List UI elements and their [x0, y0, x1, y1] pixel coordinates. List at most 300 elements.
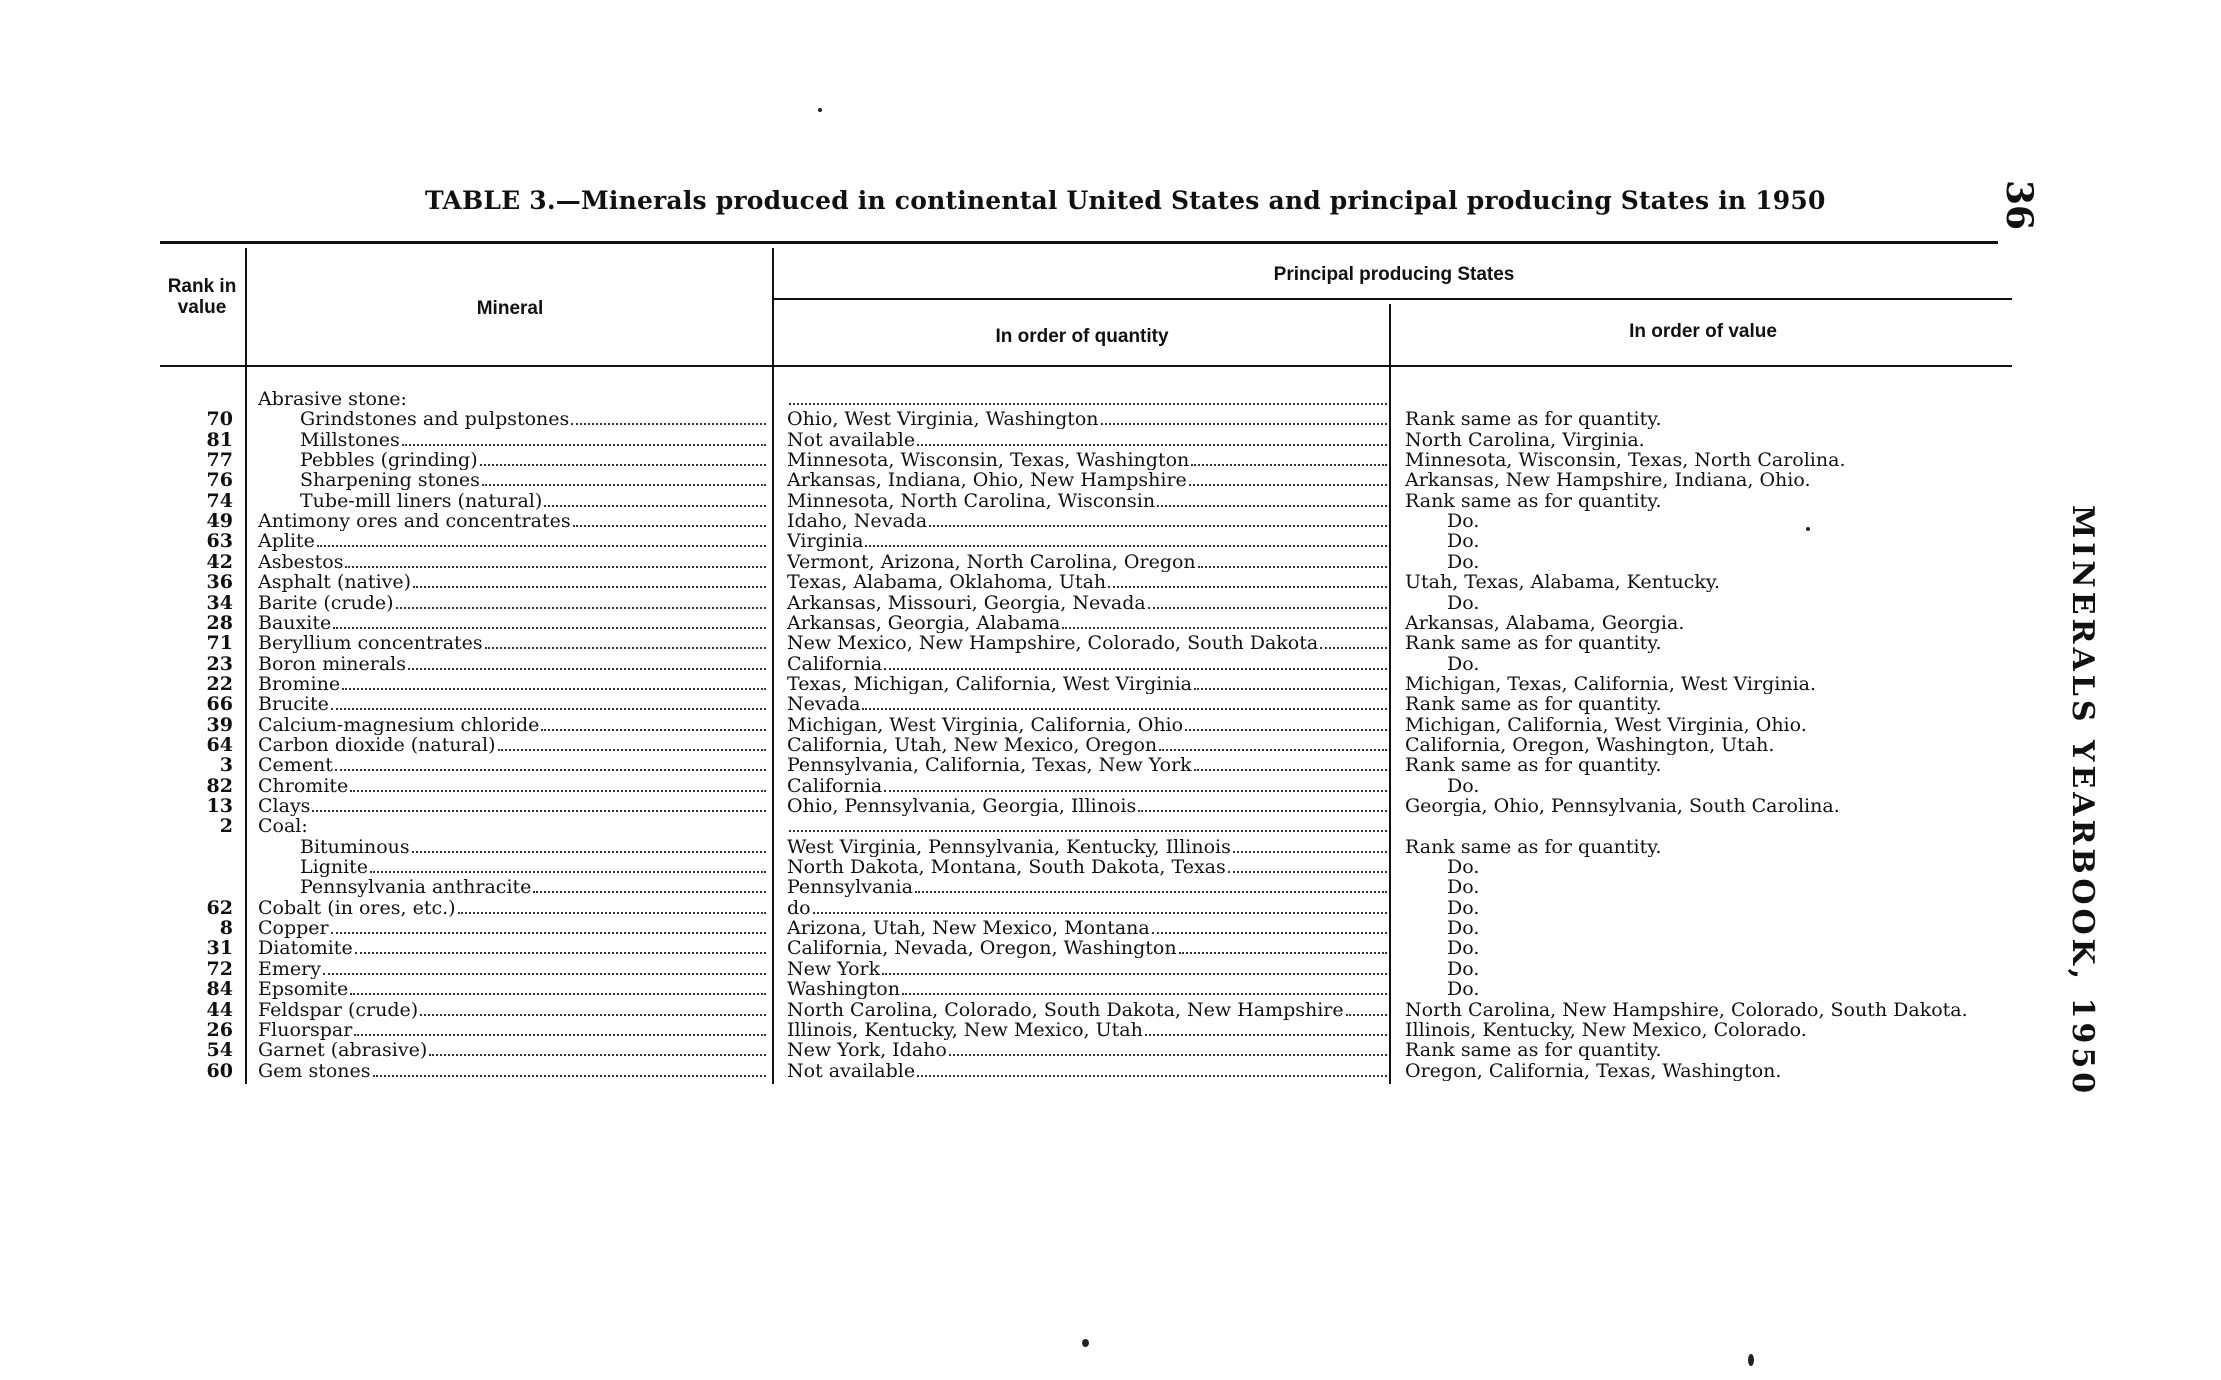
rank-cell: [165, 857, 233, 877]
value-cell-text: Rank same as for quantity.: [1405, 491, 1662, 511]
quantity-cell: [787, 613, 1387, 633]
quantity-cell: [787, 918, 1387, 938]
mineral-cell: [258, 531, 766, 551]
mineral-cell-text: Cobalt (in ores, etc.): [258, 898, 456, 918]
rank-cell-text: 54: [206, 1040, 233, 1060]
rank-cell-text: 60: [206, 1061, 233, 1081]
value-cell-text: Minnesota, Wisconsin, Texas, North Carolina.: [1405, 450, 1846, 470]
quantity-cell: [787, 531, 1387, 551]
rank-cell-text: 26: [206, 1020, 233, 1040]
dot-leader: [350, 992, 766, 995]
dot-leader: [865, 544, 1387, 547]
header-principal-states: Principal producing States: [1273, 264, 1515, 285]
mineral-cell: [258, 654, 766, 674]
value-cell-text: North Carolina, New Hampshire, Colorado, South Dakota.: [1405, 1000, 1968, 1020]
mineral-cell: [258, 1061, 766, 1081]
dot-leader: [789, 829, 1387, 832]
mineral-cell: [258, 430, 766, 450]
dot-leader: [862, 707, 1387, 710]
dot-leader: [1194, 768, 1387, 771]
speck: [1082, 1339, 1089, 1347]
mineral-cell-text: Bromine: [258, 674, 341, 694]
value-cell-text: Oregon, California, Texas, Washington.: [1405, 1061, 1782, 1081]
mineral-cell: [258, 450, 766, 470]
rank-cell: [165, 715, 233, 735]
rank-cell: [165, 593, 233, 613]
value-cell: [1405, 877, 2025, 897]
value-cell-text: Do.: [1447, 959, 1480, 979]
dot-leader: [571, 422, 766, 425]
mineral-cell-text: Pennsylvania anthracite: [300, 877, 532, 897]
quantity-cell: [787, 898, 1387, 918]
value-cell-text: Do.: [1447, 938, 1480, 958]
rank-cell-text: 44: [206, 1000, 233, 1020]
quantity-cell-text: Idaho, Nevada: [787, 511, 928, 531]
value-cell: [1405, 470, 2025, 490]
dot-leader: [485, 646, 766, 649]
rank-cell-text: 66: [206, 694, 233, 714]
rank-cell: [165, 654, 233, 674]
rank-cell-text: 42: [206, 552, 233, 572]
rank-cell-text: 84: [206, 979, 233, 999]
dot-leader: [370, 870, 766, 873]
rank-cell: [165, 1020, 233, 1040]
value-cell: [1405, 613, 2025, 633]
dot-leader: [331, 931, 766, 934]
dot-leader: [1101, 422, 1387, 425]
dot-leader: [413, 585, 766, 588]
quantity-cell: [787, 633, 1387, 653]
quantity-cell: [787, 979, 1387, 999]
column-rule-rank: [245, 248, 247, 1084]
rank-cell-text: 74: [206, 491, 233, 511]
value-cell: [1405, 898, 2025, 918]
mineral-cell-text: Asbestos: [258, 552, 344, 572]
quantity-cell-text: New York, Idaho: [787, 1040, 947, 1060]
dot-leader: [789, 402, 1387, 405]
value-cell: [1405, 1061, 2025, 1081]
dot-leader: [1198, 565, 1387, 568]
quantity-cell-text: Minnesota, Wisconsin, Texas, Washington: [787, 450, 1190, 470]
value-cell-text: California, Oregon, Washington, Utah.: [1405, 735, 1775, 755]
quantity-cell-text: Not available: [787, 1061, 916, 1081]
dot-leader: [1346, 1013, 1387, 1016]
mineral-cell-text: Abrasive stone:: [258, 389, 407, 409]
mineral-cell: [258, 1000, 766, 1020]
rank-cell: [165, 389, 233, 409]
mineral-cell-text: Beryllium concentrates: [258, 633, 483, 653]
dot-leader: [482, 483, 766, 486]
dot-leader: [1185, 728, 1387, 731]
quantity-cell-text: North Carolina, Colorado, South Dakota, New Hampshire: [787, 1000, 1344, 1020]
header-quantity: In order of quantity: [995, 326, 1169, 347]
rank-cell-text: 31: [206, 938, 233, 958]
value-cell-text: Rank same as for quantity.: [1405, 755, 1662, 775]
mineral-cell: [258, 694, 766, 714]
quantity-cell-text: Illinois, Kentucky, New Mexico, Utah: [787, 1020, 1143, 1040]
quantity-cell-text: Arkansas, Missouri, Georgia, Nevada: [787, 593, 1146, 613]
value-cell-text: Do.: [1447, 511, 1480, 531]
rank-cell: [165, 409, 233, 429]
value-cell: [1405, 715, 2025, 735]
mineral-cell-text: Cement: [258, 755, 333, 775]
quantity-cell: [787, 593, 1387, 613]
quantity-cell-text: Pennsylvania, California, Texas, New York: [787, 755, 1192, 775]
mineral-cell-text: Sharpening stones: [300, 470, 480, 490]
quantity-cell-text: do: [787, 898, 811, 918]
dot-leader: [335, 768, 766, 771]
quantity-cell-text: Arizona, Utah, New Mexico, Montana: [787, 918, 1150, 938]
rank-cell-text: 39: [206, 715, 233, 735]
mineral-cell-text: Aplite: [258, 531, 315, 551]
rank-cell: [165, 796, 233, 816]
value-cell: [1405, 755, 2025, 775]
mineral-cell-text: Diatomite: [258, 938, 353, 958]
rank-cell-text: 3: [219, 755, 233, 775]
mineral-cell: [258, 633, 766, 653]
dot-leader: [480, 463, 766, 466]
value-cell: [1405, 796, 2025, 816]
dot-leader: [1194, 687, 1387, 690]
dot-leader: [323, 972, 766, 975]
dot-leader: [1062, 626, 1387, 629]
rank-cell: [165, 552, 233, 572]
quantity-cell: [787, 674, 1387, 694]
quantity-cell: [787, 450, 1387, 470]
quantity-cell: [787, 1040, 1387, 1060]
rank-cell: [165, 674, 233, 694]
mineral-cell: [258, 898, 766, 918]
rank-cell: [165, 979, 233, 999]
quantity-cell-text: Ohio, West Virginia, Washington: [787, 409, 1099, 429]
mineral-cell: [258, 938, 766, 958]
dot-leader: [1138, 809, 1387, 812]
value-cell: [1405, 654, 2025, 674]
dot-leader: [917, 1074, 1387, 1077]
quantity-cell: [787, 877, 1387, 897]
value-cell: [1405, 1040, 2025, 1060]
rank-cell: [165, 613, 233, 633]
rank-cell: [165, 531, 233, 551]
value-cell: [1405, 633, 2025, 653]
quantity-cell: [787, 938, 1387, 958]
value-cell: [1405, 511, 2025, 531]
quantity-cell: [787, 1061, 1387, 1081]
speck: [1748, 1354, 1754, 1366]
running-head: MINERALS YEARBOOK, 1950: [2065, 505, 2100, 1098]
mineral-cell: [258, 552, 766, 572]
dot-leader: [544, 504, 766, 507]
mineral-cell-text: Brucite: [258, 694, 329, 714]
value-cell: [1405, 491, 2025, 511]
value-cell-text: Rank same as for quantity.: [1405, 1040, 1662, 1060]
mineral-cell: [258, 470, 766, 490]
rank-cell: [165, 755, 233, 775]
mineral-cell: [258, 491, 766, 511]
dot-leader: [1320, 646, 1387, 649]
quantity-cell: [787, 776, 1387, 796]
rank-cell-text: 49: [206, 511, 233, 531]
quantity-cell-text: California, Nevada, Oregon, Washington: [787, 938, 1177, 958]
dot-leader: [882, 972, 1387, 975]
quantity-cell: [787, 816, 1387, 836]
rank-cell: [165, 735, 233, 755]
dot-leader: [458, 911, 766, 914]
rank-cell-text: 23: [206, 654, 233, 674]
value-cell-text: Do.: [1447, 979, 1480, 999]
dot-leader: [929, 524, 1387, 527]
rank-cell: [165, 816, 233, 836]
mineral-cell-text: Pebbles (grinding): [300, 450, 478, 470]
dot-leader: [1157, 504, 1387, 507]
value-cell: [1405, 674, 2025, 694]
quantity-cell: [787, 1020, 1387, 1040]
mineral-cell-text: Tube-mill liners (natural): [300, 491, 543, 511]
value-cell-text: Do.: [1447, 877, 1480, 897]
value-cell: [1405, 694, 2025, 714]
quantity-cell: [787, 694, 1387, 714]
rank-cell-text: 70: [206, 409, 233, 429]
dot-leader: [1233, 850, 1387, 853]
mineral-cell: [258, 918, 766, 938]
value-cell-text: Arkansas, Alabama, Georgia.: [1405, 613, 1685, 633]
dot-leader: [1189, 483, 1387, 486]
mineral-cell-text: Gem stones: [258, 1061, 371, 1081]
mineral-cell: [258, 674, 766, 694]
dot-leader: [498, 748, 767, 751]
mineral-cell-text: Antimony ores and concentrates: [258, 511, 571, 531]
dot-leader: [331, 707, 766, 710]
header-value: In order of value: [1629, 321, 1777, 342]
value-cell: [1405, 593, 2025, 613]
rank-cell: [165, 511, 233, 531]
rank-cell-text: 63: [206, 531, 233, 551]
dot-leader: [317, 544, 766, 547]
value-cell-text: Do.: [1447, 654, 1480, 674]
rank-cell-text: 13: [206, 796, 233, 816]
quantity-cell-text: Washington: [787, 979, 900, 999]
quantity-cell-text: California, Utah, New Mexico, Oregon: [787, 735, 1158, 755]
column-rule-mineral: [772, 248, 774, 1084]
column-rule-quantity: [1389, 304, 1391, 1084]
value-cell-text: Illinois, Kentucky, New Mexico, Colorado.: [1405, 1020, 1807, 1040]
value-cell: [1405, 837, 2025, 857]
rank-cell: [165, 430, 233, 450]
quantity-cell: [787, 409, 1387, 429]
mineral-cell: [258, 389, 766, 409]
rank-cell-text: 71: [206, 633, 233, 653]
rank-cell-text: 64: [206, 735, 233, 755]
quantity-cell: [787, 755, 1387, 775]
rank-cell: [165, 776, 233, 796]
dot-leader: [573, 524, 766, 527]
mineral-cell: [258, 511, 766, 531]
rank-cell: [165, 1061, 233, 1081]
rank-cell: [165, 918, 233, 938]
quantity-cell-text: Ohio, Pennsylvania, Georgia, Illinois: [787, 796, 1137, 816]
mineral-cell: [258, 816, 766, 836]
value-cell: [1405, 776, 2025, 796]
value-cell-text: Rank same as for quantity.: [1405, 409, 1662, 429]
value-cell-text: Michigan, Texas, California, West Virginia.: [1405, 674, 1817, 694]
dot-leader: [312, 809, 766, 812]
mineral-cell-text: Lignite: [300, 857, 369, 877]
value-cell-text: Georgia, Ohio, Pennsylvania, South Carolina.: [1405, 796, 1840, 816]
dot-leader: [533, 890, 766, 893]
mineral-cell-text: Grindstones and pulpstones: [300, 409, 570, 429]
rank-cell: [165, 959, 233, 979]
quantity-cell-text: Not available: [787, 430, 916, 450]
mineral-cell: [258, 613, 766, 633]
quantity-cell-text: Virginia: [787, 531, 864, 551]
dot-leader: [350, 789, 766, 792]
quantity-cell-text: Arkansas, Indiana, Ohio, New Hampshire: [787, 470, 1187, 490]
mineral-cell-text: Epsomite: [258, 979, 349, 999]
dot-leader: [917, 443, 1387, 446]
dot-leader: [902, 992, 1387, 995]
mineral-cell: [258, 1040, 766, 1060]
value-cell: [1405, 857, 2025, 877]
mineral-cell: [258, 755, 766, 775]
value-cell-text: Do.: [1447, 552, 1480, 572]
mineral-cell: [258, 715, 766, 735]
value-cell-text: Do.: [1447, 531, 1480, 551]
mineral-cell: [258, 796, 766, 816]
mineral-cell: [258, 959, 766, 979]
dot-leader: [429, 1053, 766, 1056]
value-cell: [1405, 959, 2025, 979]
quantity-cell: [787, 735, 1387, 755]
mineral-cell-text: Boron minerals: [258, 654, 407, 674]
mineral-cell: [258, 857, 766, 877]
value-cell: [1405, 552, 2025, 572]
dot-leader: [1145, 1033, 1387, 1036]
value-cell: [1405, 735, 2025, 755]
rank-cell-text: 22: [206, 674, 233, 694]
value-cell: [1405, 572, 2025, 592]
value-cell: [1405, 450, 2025, 470]
quantity-cell: [787, 491, 1387, 511]
quantity-cell: [787, 837, 1387, 857]
mineral-cell-text: Clays: [258, 796, 311, 816]
dot-leader: [420, 1013, 766, 1016]
value-cell-text: Rank same as for quantity.: [1405, 694, 1662, 714]
mineral-cell: [258, 409, 766, 429]
speck: [818, 108, 822, 112]
table-title: TABLE 3.—Minerals produced in continental United States and principal producing States in 1950: [425, 186, 1826, 215]
value-cell: [1405, 918, 2025, 938]
mineral-cell-text: Bituminous: [300, 837, 410, 857]
quantity-cell-text: Minnesota, North Carolina, Wisconsin: [787, 491, 1156, 511]
value-cell: [1405, 1020, 2025, 1040]
rank-cell-text: 28: [206, 613, 233, 633]
value-cell: [1405, 430, 2025, 450]
value-cell: [1405, 531, 2025, 551]
value-cell: [1405, 938, 2025, 958]
mineral-cell: [258, 1020, 766, 1040]
quantity-cell-text: New Mexico, New Hampshire, Colorado, South Dakota: [787, 633, 1319, 653]
dot-leader: [813, 911, 1387, 914]
quantity-cell-text: California: [787, 776, 883, 796]
quantity-cell-text: Pennsylvania: [787, 877, 913, 897]
value-cell-text: Arkansas, New Hampshire, Indiana, Ohio.: [1405, 470, 1811, 490]
dot-leader: [1191, 463, 1387, 466]
dot-leader: [884, 789, 1387, 792]
rank-cell-text: 76: [206, 470, 233, 490]
rank-cell-text: 34: [206, 593, 233, 613]
quantity-cell-text: West Virginia, Pennsylvania, Kentucky, Illinois: [787, 837, 1231, 857]
dot-leader: [1152, 931, 1387, 934]
value-cell-text: Do.: [1447, 857, 1480, 877]
rank-cell-text: 77: [206, 450, 233, 470]
rank-cell: [165, 491, 233, 511]
quantity-cell: [787, 654, 1387, 674]
quantity-cell: [787, 470, 1387, 490]
quantity-cell-text: Michigan, West Virginia, California, Ohio: [787, 715, 1184, 735]
value-cell-text: Do.: [1447, 898, 1480, 918]
quantity-cell: [787, 1000, 1387, 1020]
dot-leader: [541, 728, 766, 731]
mineral-cell-text: Emery: [258, 959, 321, 979]
quantity-cell: [787, 572, 1387, 592]
mineral-cell-text: Fluorspar: [258, 1020, 353, 1040]
value-cell-text: Do.: [1447, 776, 1480, 796]
dot-leader: [1108, 585, 1387, 588]
mineral-cell: [258, 776, 766, 796]
quantity-cell: [787, 552, 1387, 572]
table-top-rule: [160, 241, 1998, 244]
rank-cell-text: 81: [206, 430, 233, 450]
quantity-cell-text: Texas, Alabama, Oklahoma, Utah: [787, 572, 1107, 592]
dot-leader: [402, 443, 766, 446]
quantity-cell-text: Texas, Michigan, California, West Virginia: [787, 674, 1192, 694]
value-cell-text: Do.: [1447, 593, 1480, 613]
dot-leader: [1179, 951, 1387, 954]
rank-cell: [165, 633, 233, 653]
rank-cell: [165, 1000, 233, 1020]
dot-leader: [333, 626, 766, 629]
mineral-cell: [258, 837, 766, 857]
mineral-cell-text: Feldspar (crude): [258, 1000, 419, 1020]
quantity-cell: [787, 959, 1387, 979]
dot-leader: [354, 1033, 766, 1036]
value-cell-text: Michigan, California, West Virginia, Ohio.: [1405, 715, 1807, 735]
dot-leader: [345, 565, 766, 568]
dot-leader: [884, 667, 1387, 670]
quantity-cell-text: California: [787, 654, 883, 674]
dot-leader: [1148, 606, 1387, 609]
rank-cell: [165, 938, 233, 958]
dot-leader: [915, 890, 1387, 893]
value-cell: [1405, 816, 2025, 836]
value-cell-text: Rank same as for quantity.: [1405, 633, 1662, 653]
mineral-cell-text: Millstones: [300, 430, 400, 450]
speck: [1806, 527, 1810, 531]
mineral-cell: [258, 593, 766, 613]
mineral-cell-text: Carbon dioxide (natural): [258, 735, 496, 755]
mineral-cell: [258, 877, 766, 897]
mineral-cell-text: Coal:: [258, 816, 308, 836]
page-number: 36: [1998, 180, 2040, 231]
quantity-cell: [787, 857, 1387, 877]
rank-cell-text: 82: [206, 776, 233, 796]
mineral-cell-text: Garnet (abrasive): [258, 1040, 428, 1060]
rank-cell-text: 62: [206, 898, 233, 918]
header-rank: Rank in value: [167, 276, 237, 318]
value-cell-text: North Carolina, Virginia.: [1405, 430, 1645, 450]
dot-leader: [342, 687, 766, 690]
rank-cell: [165, 694, 233, 714]
